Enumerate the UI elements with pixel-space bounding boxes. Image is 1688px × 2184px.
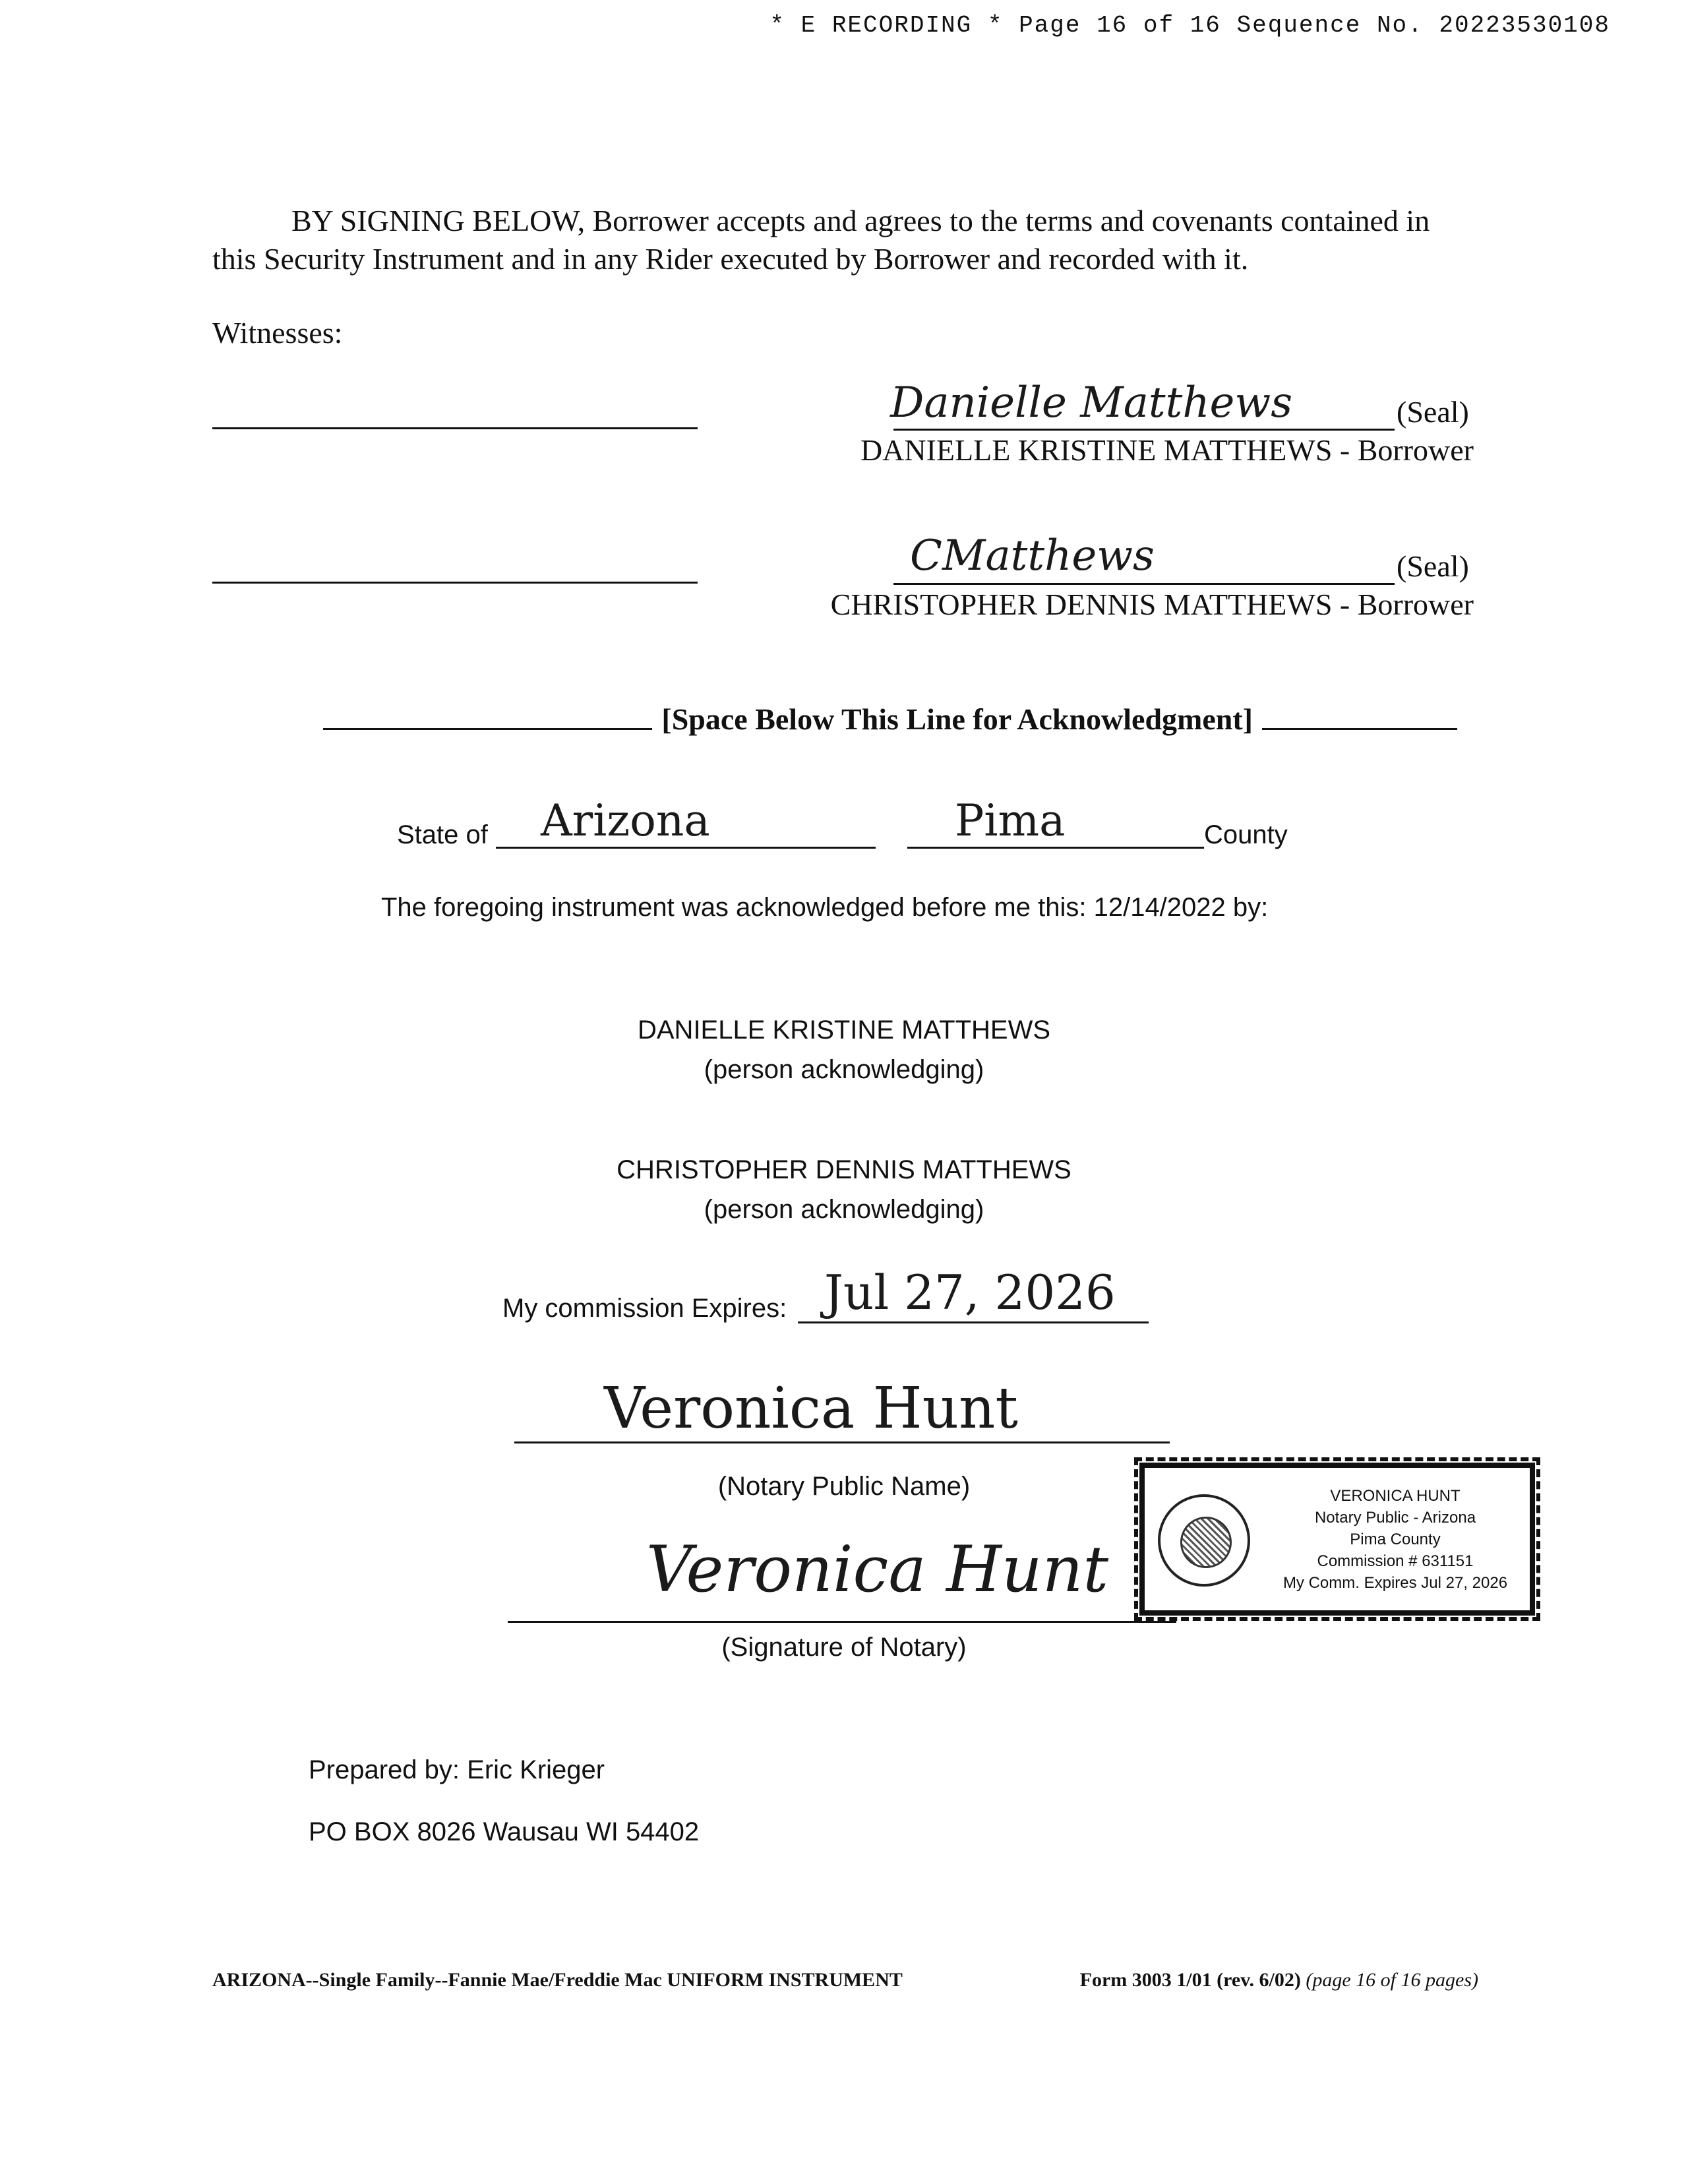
- acknowledgment-title: [323, 702, 1457, 737]
- prepared-by: Prepared by: Eric Krieger: [309, 1755, 605, 1784]
- borrower-1-name: DANIELLE KRISTINE MATTHEWS - Borrower: [860, 433, 1474, 467]
- commission-label: My commission Expires:: [502, 1294, 787, 1323]
- form-footer: [212, 1969, 1478, 1991]
- borrower-1-seal: (Seal): [1397, 395, 1469, 429]
- state-label: State of: [397, 820, 488, 849]
- notary-stamp: [1139, 1463, 1535, 1616]
- state-value: Arizona: [541, 795, 710, 846]
- borrower-1-signature-line: [893, 429, 1395, 431]
- stamp-line-4: Commission # 631151: [1317, 1552, 1474, 1570]
- notary-name-label: (Notary Public Name): [717, 1472, 971, 1501]
- ack-rule-left: [323, 728, 652, 730]
- signing-statement-text: BY SIGNING BELOW, Borrower accepts and agrees to the terms and covenants contained in this Security Instrument and in any Rider executed by Borrower and recorded with it.: [212, 204, 1430, 276]
- borrower-2-name: CHRISTOPHER DENNIS MATTHEWS - Borrower: [830, 588, 1474, 621]
- borrower-2-signature-line: [893, 583, 1395, 585]
- recording-header: * E RECORDING * Page 16 of 16 Sequence No. 20223530108: [769, 12, 1610, 39]
- borrower-2-signature: CMatthews: [910, 531, 1155, 580]
- witness-line-2: [212, 582, 698, 584]
- acknowledgment-title-text: [Space Below This Line for Acknowledgment]: [661, 702, 1253, 736]
- stamp-line-1: VERONICA HUNT: [1330, 1487, 1461, 1505]
- stamp-text: [1257, 1485, 1534, 1594]
- footer-form: Form 3003 1/01 (rev. 6/02): [1079, 1969, 1301, 1991]
- acknowledged-statement: The foregoing instrument was acknowledged before me this: 12/14/2022 by:: [381, 893, 1269, 922]
- person-2-role: (person acknowledging): [704, 1195, 984, 1224]
- signing-statement: [212, 202, 1478, 278]
- county-value: Pima: [955, 795, 1066, 846]
- stamp-line-5: My Comm. Expires Jul 27, 2026: [1282, 1574, 1508, 1592]
- witness-line-1: [212, 427, 698, 429]
- commission-value: Jul 27, 2026: [824, 1265, 1116, 1320]
- person-1-name: DANIELLE KRISTINE MATTHEWS: [637, 1016, 1050, 1045]
- person-1-role: (person acknowledging): [704, 1055, 984, 1084]
- witnesses-label: Witnesses:: [212, 316, 343, 349]
- county-line: [907, 847, 1204, 849]
- notary-signature-line: [508, 1621, 1176, 1623]
- notary-signature-handwritten: Veronica Hunt: [646, 1532, 1109, 1606]
- ack-rule-right: [1262, 728, 1457, 730]
- borrower-1-signature: Danielle Matthews: [890, 379, 1293, 427]
- stamp-line-2: Notary Public - Arizona: [1314, 1509, 1476, 1527]
- borrower-2-seal: (Seal): [1397, 549, 1469, 583]
- county-label: County: [1204, 820, 1288, 849]
- footer-form-group: [1080, 1969, 1478, 1991]
- prepared-address: PO BOX 8026 Wausau WI 54402: [309, 1817, 700, 1846]
- notary-signature-label: (Signature of Notary): [721, 1633, 967, 1662]
- notary-name-line: [514, 1441, 1170, 1443]
- person-2-name: CHRISTOPHER DENNIS MATTHEWS: [617, 1155, 1071, 1184]
- footer-page: (page 16 of 16 pages): [1306, 1969, 1478, 1991]
- stamp-line-3: Pima County: [1350, 1531, 1441, 1548]
- notary-name-handwritten: Veronica Hunt: [604, 1376, 1018, 1441]
- state-seal-icon: [1158, 1494, 1250, 1587]
- footer-instrument: ARIZONA--Single Family--Fannie Mae/Freddie Mac UNIFORM INSTRUMENT: [212, 1969, 903, 1991]
- state-line: [496, 847, 876, 849]
- commission-line: [798, 1321, 1149, 1323]
